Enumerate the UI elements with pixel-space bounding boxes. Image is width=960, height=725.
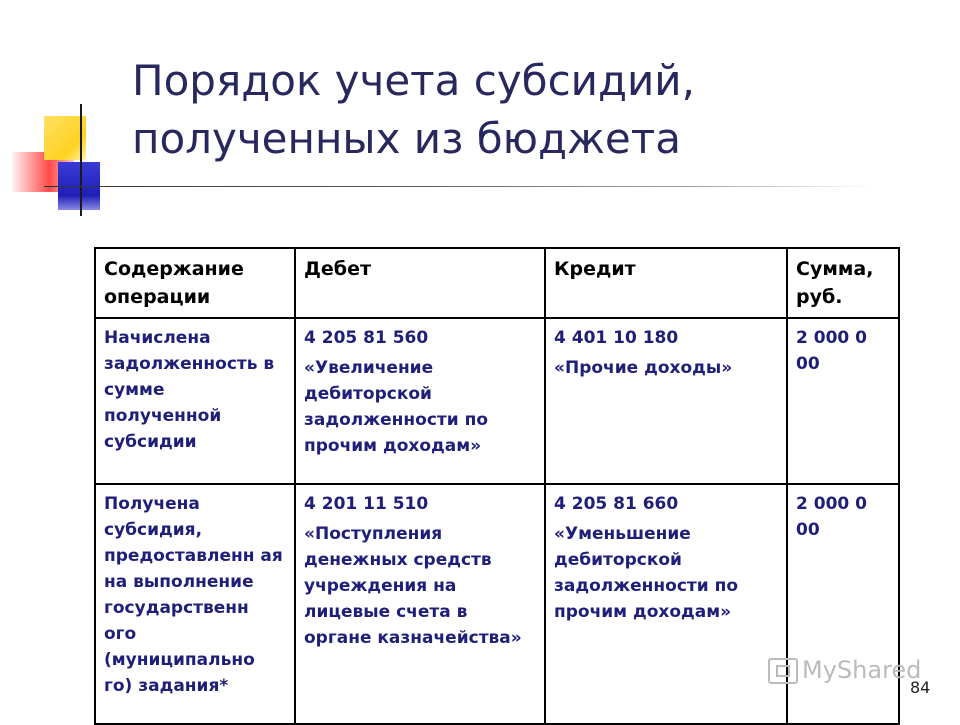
- credit-account-code: 4 401 10 180: [554, 328, 679, 348]
- watermark-logo: [768, 656, 928, 690]
- header-sum: Сумма, руб.: [787, 248, 899, 318]
- debit-account-code: 4 205 81 560: [304, 328, 429, 348]
- watermark-text: MyShared: [802, 656, 922, 684]
- row-credit: [545, 318, 787, 484]
- decorative-squares: [0, 0, 140, 220]
- credit-account-code: 4 205 81 660: [554, 494, 679, 514]
- projector-icon: [768, 658, 798, 684]
- header-content: Содержание операции: [95, 248, 295, 318]
- header-credit: Кредит: [545, 248, 787, 318]
- credit-account-desc: «Прочие доходы»: [554, 358, 733, 378]
- title-line-1: Порядок учета субсидий,: [132, 56, 695, 105]
- title-line-2: полученных из бюджета: [132, 114, 681, 163]
- table-header-row: [95, 248, 899, 318]
- row-sum: 2 000 0 00: [787, 484, 899, 724]
- row-content: Получена субсидия, предоставленн ая на выполнение государственн ого (муниципально го) задания*: [95, 484, 295, 724]
- row-content: Начислена задолженность в сумме полученной субсидии: [95, 318, 295, 484]
- debit-account-code: 4 201 11 510: [304, 494, 429, 514]
- credit-account-desc: «Уменьшение дебиторской задолженности по прочим доходам»: [554, 524, 739, 622]
- header-debit: Дебет: [295, 248, 545, 318]
- row-debit: [295, 318, 545, 484]
- slide-title: [132, 52, 892, 168]
- debit-account-desc: «Поступления денежных средств учреждения на лицевые счета в органе казначейства»: [304, 524, 522, 648]
- row-debit: [295, 484, 545, 724]
- debit-account-desc: «Увеличение дебиторской задолженности по прочим доходам»: [304, 358, 489, 456]
- table-row: [95, 318, 899, 484]
- vertical-rule: [80, 104, 82, 216]
- row-sum: 2 000 0 00: [787, 318, 899, 484]
- page-number: 84: [910, 678, 931, 697]
- row-credit: [545, 484, 787, 724]
- title-underline: [44, 186, 874, 187]
- operations-table: [94, 247, 900, 725]
